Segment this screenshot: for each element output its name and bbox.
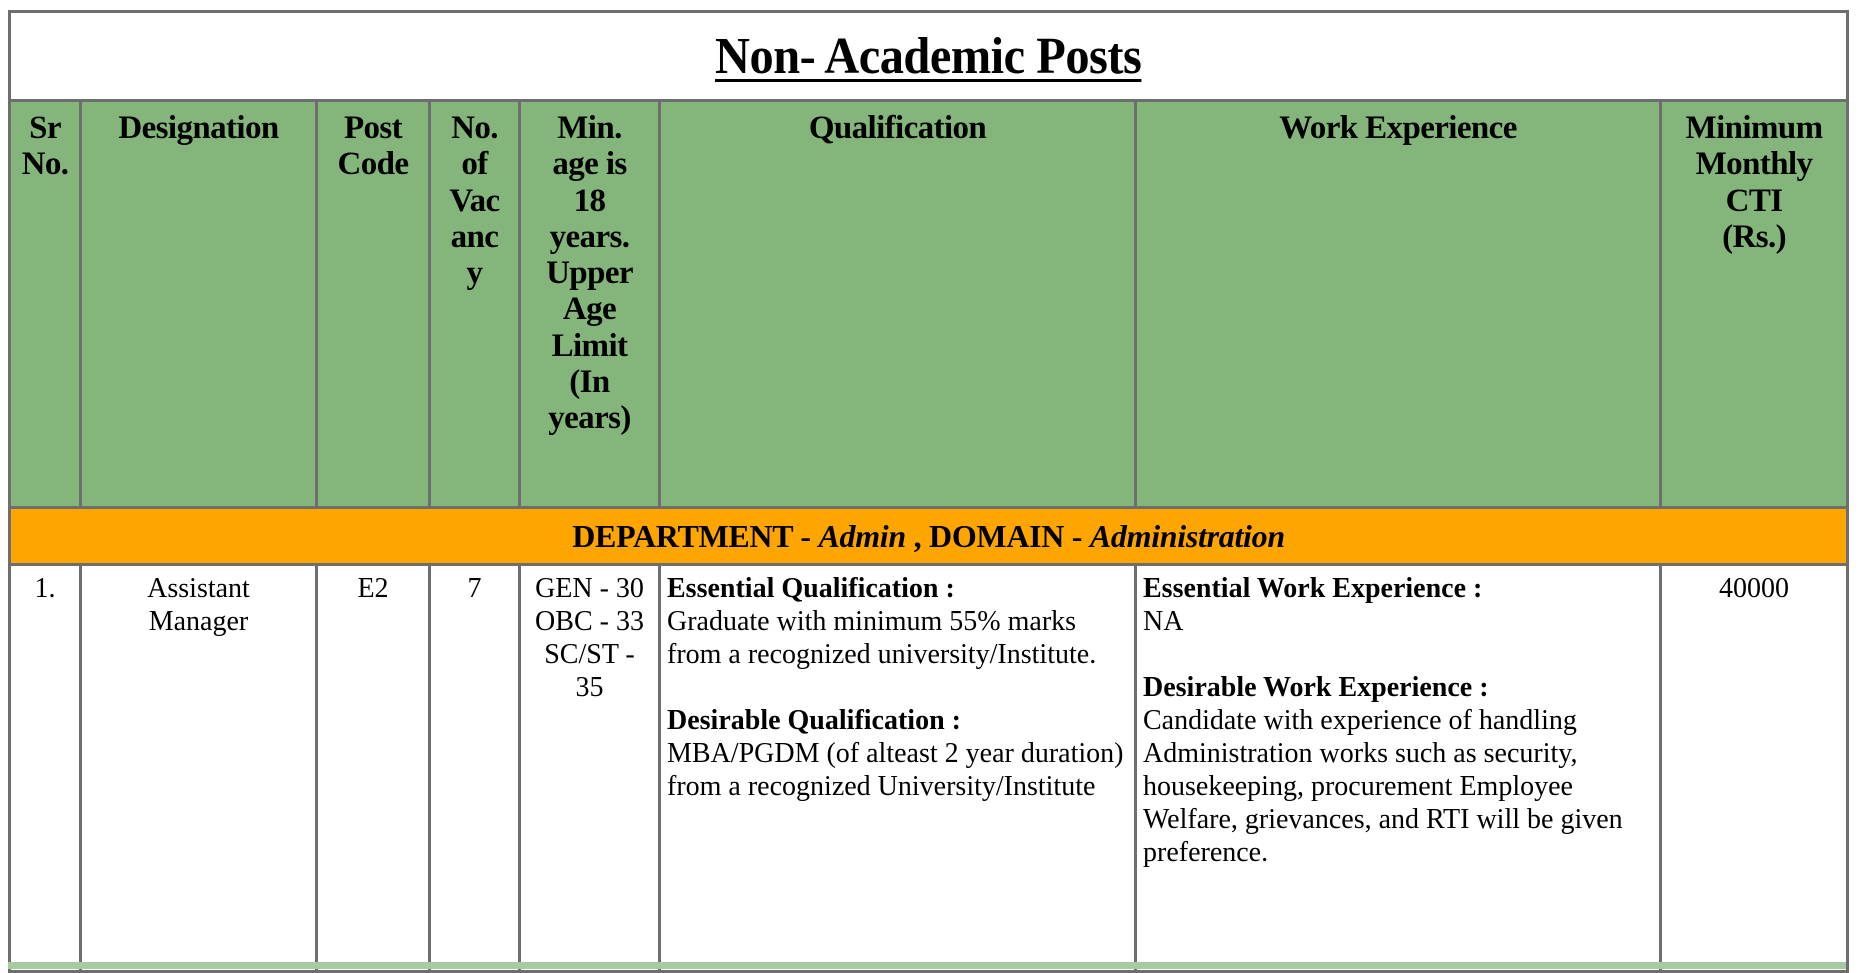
header-row — [10, 101, 1848, 508]
header-text: Designation — [118, 110, 279, 146]
age-limit-line: SC/ST - — [544, 639, 635, 670]
header-text: Post — [343, 110, 403, 146]
header-age-limit — [520, 101, 660, 508]
sr-no: 1. — [34, 573, 56, 604]
header-text: age is — [552, 146, 627, 183]
header-text: Code — [337, 146, 409, 183]
cti-value: 40000 — [1719, 573, 1790, 604]
table-row — [10, 565, 1848, 972]
page-title: Non- Academic Posts — [715, 27, 1142, 85]
header-text: (Rs.) — [1722, 218, 1786, 255]
desirable-experience-text: Candidate with experience of handling Administration works such as security, housekeeping, procurement Employee Welfare, grievances, and RTI will be given preference. — [1143, 705, 1623, 868]
age-limit-line: GEN - 30 — [535, 573, 644, 604]
header-text: (In — [569, 364, 610, 401]
header-post-code — [317, 101, 430, 508]
cell-work-experience — [1136, 565, 1661, 972]
header-text: CTI — [1725, 182, 1783, 219]
department-banner — [10, 508, 1848, 565]
next-row-edge — [8, 962, 1846, 969]
age-limit-line: 35 — [575, 672, 604, 703]
designation-line: Manager — [148, 606, 249, 637]
essential-experience-label: Essential Work Experience : — [1143, 573, 1483, 604]
post-code: E2 — [357, 573, 389, 604]
header-text: Min. — [557, 110, 622, 146]
header-text: Monthly — [1695, 146, 1813, 183]
domain-label: DOMAIN - — [929, 517, 1090, 554]
header-text: No. — [21, 146, 69, 183]
header-vacancy — [430, 101, 520, 508]
vacancy-count: 7 — [467, 573, 482, 604]
header-text: Minimum — [1685, 110, 1823, 146]
cell-sr-no — [10, 565, 81, 972]
essential-qualification-text: Graduate with minimum 55% marks from a recognized university/Institute. — [667, 606, 1097, 670]
age-limit-line: OBC - 33 — [535, 606, 644, 637]
essential-experience-text: NA — [1143, 606, 1184, 637]
header-work-experience — [1136, 101, 1661, 508]
header-text: Sr — [29, 110, 61, 146]
header-text: Age — [562, 291, 617, 328]
header-text: Upper — [546, 255, 633, 292]
domain-value: Administration — [1089, 517, 1285, 554]
header-text: Vac — [449, 182, 500, 219]
header-text: 18 — [573, 182, 606, 219]
header-designation — [81, 101, 317, 508]
department-row — [10, 508, 1848, 565]
header-text: anc — [450, 218, 499, 255]
desirable-qualification-label: Desirable Qualification : — [667, 705, 961, 736]
header-sr-no — [10, 101, 81, 508]
title-row — [10, 12, 1848, 101]
department-label: DEPARTMENT - — [572, 517, 819, 554]
header-text: No. — [451, 110, 498, 146]
cell-vacancy — [430, 565, 520, 972]
designation-line: Assistant — [147, 573, 250, 604]
title-cell — [10, 12, 1848, 101]
header-text: years) — [548, 400, 631, 437]
header-text: of — [461, 146, 488, 183]
header-text: years. — [549, 218, 630, 255]
header-cti — [1661, 101, 1848, 508]
desirable-qualification-text: MBA/PGDM (of alteast 2 year duration) from a recognized University/Institute — [667, 738, 1124, 802]
header-text: y — [466, 255, 483, 292]
desirable-experience-label: Desirable Work Experience : — [1143, 672, 1489, 703]
cell-post-code — [317, 565, 430, 972]
cell-designation — [81, 565, 317, 972]
header-text: Limit — [551, 327, 628, 364]
header-qualification — [660, 101, 1136, 508]
separator: , — [905, 517, 930, 554]
cell-cti — [1661, 565, 1848, 972]
header-text: Work Experience — [1279, 110, 1517, 146]
header-text: Qualification — [808, 110, 987, 146]
cell-age-limit — [520, 565, 660, 972]
cell-qualification — [660, 565, 1136, 972]
department-value: Admin — [818, 517, 906, 554]
essential-qualification-label: Essential Qualification : — [667, 573, 955, 604]
non-academic-posts-table — [8, 10, 1849, 973]
